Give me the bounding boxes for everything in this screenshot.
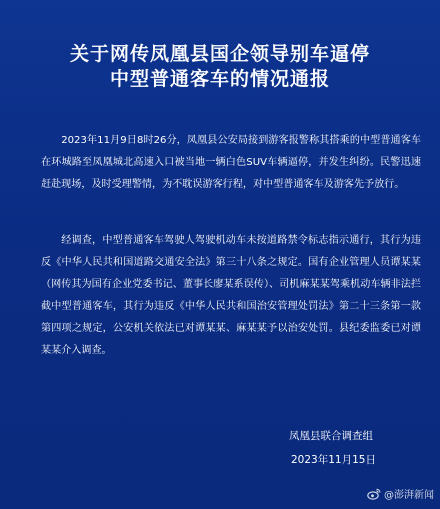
- notice-paragraph-1: 2023年11月9日8时26分，凤凰县公安局接到游客报警称其搭乘的中型普通客车在环城路至凤凰城北高速入口被当地一辆白色SUV车辆逼停，并发生纠纷。民警迅速赶赴现场，及时受理警情，为不耽误游客行程，对中型普通客车及游客先予放行。: [41, 135, 421, 190]
- weibo-icon: [367, 488, 381, 500]
- source-watermark: [367, 486, 434, 501]
- issue-date: 2023年11月15日: [291, 454, 376, 466]
- notice-title-line-1: 关于网传凤凰县国企领导别车逼停: [69, 43, 370, 65]
- issuer-signature: 凤凰县联合调查组: [289, 430, 373, 442]
- notice-title-line-2: 中型普通客车的情况通报: [109, 68, 330, 90]
- notice-paragraph-2: 经调查，中型普通客车驾驶人驾驶机动车未按道路禁令标志指示通行，其行为违反《中华人民共和国道路交通安全法》第三十八条之规定。国有企业管理人员谭某某（网传其为国有企业党委书记、董事长廖某系误传）、司机麻某某驾乘机动车辆非法拦截中型普通客车，其行为违反《中华人民共和国治安管理处罚法》第二十三条第一款第四项之规定，公安机关依法已对谭某某、麻某某予以治安处罚。县纪委监委已对谭某某介入调查。: [41, 235, 421, 356]
- watermark-text: @澎湃新闻: [384, 490, 434, 501]
